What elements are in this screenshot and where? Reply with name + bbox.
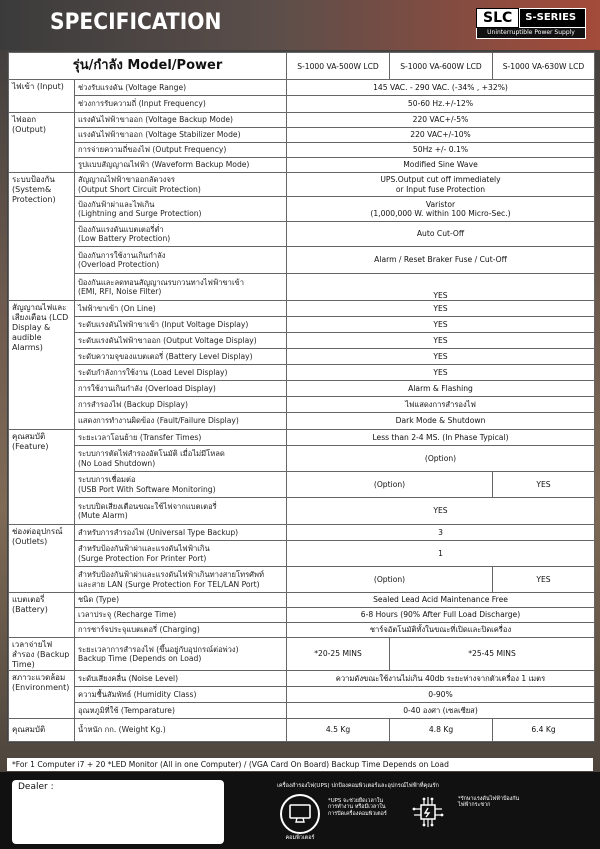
circuit-chip-icon (404, 794, 452, 830)
table-row (9, 671, 595, 687)
param-value: 0-40 องศา (เซลเซียส) (287, 703, 595, 719)
param-label: การสำรองไฟ (Backup Display) (75, 397, 287, 413)
computer-icon-label: คอมพิวเตอร์ (285, 835, 315, 841)
computer-icon-circle (280, 794, 320, 834)
table-row (9, 80, 595, 96)
param-value: YES (287, 301, 595, 317)
table-row (9, 525, 595, 541)
table-row (9, 333, 595, 349)
table-row (9, 247, 595, 274)
param-label: น้ำหนัก กก. (Weight Kg.) (75, 719, 287, 742)
param-value: *25-45 MINS (390, 638, 595, 671)
param-label: ช่วงรับแรงดัน (Voltage Range) (75, 80, 287, 96)
dealer-label: Dealer : (18, 782, 54, 792)
param-label: ป้องกันฟ้าผ่าและไฟเกิน (Lightning and Surge Protection) (75, 197, 287, 222)
category-output: ไฟออก (Output) (9, 113, 75, 173)
param-label: ระบบการตัดไฟสำรองอัตโนมัติ เมื่อไม่มีโหลด (No Load Shutdown) (75, 446, 287, 472)
param-value: 0-90% (287, 687, 595, 703)
param-value: Alarm & Flashing (287, 381, 595, 397)
table-row (9, 446, 595, 472)
category-feature: คุณสมบัติ (Feature) (9, 430, 75, 525)
param-label: ระบบการเชื่อมต่อ (USB Port With Software Monitoring) (75, 472, 287, 498)
model-col-2: S-1000 VA-600W LCD (390, 53, 493, 80)
brand-series: S-SERIES (519, 8, 586, 28)
param-label: แสดงการทำงานผิดข้อง (Fault/Failure Display) (75, 413, 287, 430)
table-row (9, 413, 595, 430)
category-environment: สภาวะแวดล้อม (Environment) (9, 671, 75, 719)
header-banner (0, 0, 600, 50)
category-protection: ระบบป้องกัน (System& Protection) (9, 173, 75, 301)
ups-note: *UPS จะช่วยยืดเวลาในการทำงาน หรือมีเวลาในการปิดเครื่องคอมพิวเตอร์ (328, 798, 387, 817)
param-label: อุณหภูมิที่ใช้ (Temparature) (75, 703, 287, 719)
param-value: Less than 2-4 MS. (In Phase Typical) (287, 430, 595, 446)
param-value: YES (287, 349, 595, 365)
param-label: สำหรับการสำรองไฟ (Universal Type Backup) (75, 525, 287, 541)
model-header: รุ่น/กำลัง Model/Power (9, 53, 287, 80)
param-value: (Option) (287, 567, 493, 593)
weight-value-1: 4.5 Kg (287, 719, 390, 742)
surge-note: *รักษาแรงดันไฟฟ้าป้องกันไฟฟ้ากระชาก (458, 796, 520, 809)
table-row (9, 349, 595, 365)
brand-tagline: Uninterruptible Power Supply (476, 28, 586, 39)
param-value: 50Hz +/- 0.1% (287, 143, 595, 158)
param-value: (Option) (287, 446, 595, 472)
param-label: รูปแบบสัญญาณไฟฟ้า (Waveform Backup Mode) (75, 158, 287, 173)
table-row (9, 719, 595, 742)
param-value: 1 (287, 541, 595, 567)
table-row (9, 143, 595, 158)
param-label: การใช้งานเกินกำลัง (Overload Display) (75, 381, 287, 397)
param-label: สำหรับป้องกันฟ้าผ่าและแรงดันไฟฟ้าเกินทางสายโทรศัพท์ และสาย LAN (Surge Protection For TEL/LAN Port) (75, 567, 287, 593)
model-col-3: S-1000 VA-630W LCD (493, 53, 595, 80)
param-value: YES (287, 333, 595, 349)
table-row (9, 687, 595, 703)
param-value: (Option) (287, 472, 493, 498)
table-row (9, 222, 595, 247)
category-battery: แบตเตอรี่ (Battery) (9, 593, 75, 638)
spec-table (8, 52, 595, 742)
computer-icon (276, 794, 324, 842)
param-value: YES (493, 567, 595, 593)
param-value: 220 VAC+/-10% (287, 128, 595, 143)
weight-value-3: 6.4 Kg (493, 719, 595, 742)
category-outlets: ช่องต่ออุปกรณ์ (Outlets) (9, 525, 75, 593)
param-value: 3 (287, 525, 595, 541)
category-display: สัญญาณไฟและเสียงเตือน (LCD Display & audible Alarms) (9, 301, 75, 430)
table-row (9, 703, 595, 719)
table-row (9, 96, 595, 113)
param-label: ระดับความจุของแบตเตอรี่ (Battery Level Display) (75, 349, 287, 365)
param-label: ระดับแรงดันไฟฟ้าขาออก (Output Voltage Display) (75, 333, 287, 349)
param-value: 6-8 Hours (90% After Full Load Discharge) (287, 608, 595, 623)
param-label: ป้องกันและลดทอนสัญญาณรบกวนทางไฟฟ้าขาเข้า (EMI, RFI, Noise Filter) (75, 274, 287, 301)
param-label: การจ่ายความถี่ของไฟ (Output Frequency) (75, 143, 287, 158)
param-label: ไฟฟ้าขาเข้า (On Line) (75, 301, 287, 317)
brand-logo (476, 8, 586, 39)
param-label: ป้องกันการใช้งานเกินกำลัง (Overload Protection) (75, 247, 287, 274)
param-label: ความชื้นสัมพัทธ์ (Humidity Class) (75, 687, 287, 703)
param-label: ระดับเสียงคลื่น (Noise Level) (75, 671, 287, 687)
table-row (9, 317, 595, 333)
table-row (9, 397, 595, 413)
weight-value-2: 4.8 Kg (390, 719, 493, 742)
footer-caption: เครื่องสำรองไฟ(UPS) ปกป้องคอมพิวเตอร์และอุปกรณ์ไฟฟ้าที่คุณรัก (277, 783, 439, 789)
table-row (9, 158, 595, 173)
table-row (9, 567, 595, 593)
param-label: ชนิด (Type) (75, 593, 287, 608)
table-row (9, 472, 595, 498)
param-label: สัญญาณไฟฟ้าขาออกลัดวงจร (Output Short Circuit Protection) (75, 173, 287, 197)
param-value: Modified Sine Wave (287, 158, 595, 173)
model-col-1: S-1000 VA-500W LCD (287, 53, 390, 80)
param-value: 50-60 Hz.+/-12% (287, 96, 595, 113)
table-row (9, 274, 595, 301)
table-row (9, 197, 595, 222)
param-label: แรงดันไฟฟ้าขาออก (Voltage Stabilizer Mode) (75, 128, 287, 143)
table-row (9, 498, 595, 525)
param-value: YES (287, 365, 595, 381)
category-weight: คุณสมบัติ (9, 719, 75, 742)
param-label: ระบบปิดเสียงเตือนขณะใช้ไฟจากแบตเตอรี่ (Mute Alarm) (75, 498, 287, 525)
param-label: การชาร์จประจุแบตเตอรี่ (Charging) (75, 623, 287, 638)
dealer-box (12, 780, 224, 844)
param-label: ระดับกำลังการใช้งาน (Load Level Display) (75, 365, 287, 381)
param-value: 220 VAC+/-5% (287, 113, 595, 128)
table-row (9, 623, 595, 638)
table-row (9, 381, 595, 397)
param-label: ระดับแรงดันไฟฟ้าขาเข้า (Input Voltage Display) (75, 317, 287, 333)
table-row (9, 593, 595, 608)
param-value: Varistor (1,000,000 W. within 100 Micro-Sec.) (287, 197, 595, 222)
param-value: ไฟแสดงการสำรองไฟ (287, 397, 595, 413)
param-value: YES (287, 498, 595, 525)
param-value: YES (287, 274, 595, 301)
param-label: เวลาประจุ (Recharge Time) (75, 608, 287, 623)
table-row (9, 113, 595, 128)
table-row (9, 430, 595, 446)
param-value: 145 VAC. - 290 VAC. (-34% , +32%) (287, 80, 595, 96)
table-row (9, 638, 595, 671)
param-label: แรงดันไฟฟ้าขาออก (Voltage Backup Mode) (75, 113, 287, 128)
category-input: ไฟเข้า (Input) (9, 80, 75, 113)
param-label: ช่วงการรับความถี่ (Input Frequency) (75, 96, 287, 113)
param-value: YES (287, 317, 595, 333)
footer-band (0, 772, 600, 849)
spec-table-container (7, 51, 595, 743)
param-value: ความดังขณะใช้งานไม่เกิน 40db ระยะห่างจากตัวเครื่อง 1 เมตร (287, 671, 595, 687)
param-value: Auto Cut-Off (287, 222, 595, 247)
page-title: SPECIFICATION (50, 10, 222, 35)
table-row (9, 541, 595, 567)
param-value: Sealed Lead Acid Maintenance Free (287, 593, 595, 608)
table-header-row (9, 53, 595, 80)
param-value: Dark Mode & Shutdown (287, 413, 595, 430)
table-row (9, 128, 595, 143)
table-row (9, 173, 595, 197)
table-row (9, 608, 595, 623)
param-label: สำหรับป้องกันฟ้าผ่าและแรงดันไฟฟ้าเกิน (Surge Protection For Printer Port) (75, 541, 287, 567)
param-label: ระยะเวลาโอนย้าย (Transfer Times) (75, 430, 287, 446)
table-row (9, 301, 595, 317)
param-label: ป้องกันแรงดันแบตเตอรี่ต่ำ (Low Battery Protection) (75, 222, 287, 247)
param-value: ชาร์จอัตโนมัติทั้งในขณะที่เปิดและปิดเครื่อง (287, 623, 595, 638)
param-value: *20-25 MINS (287, 638, 390, 671)
param-value: Alarm / Reset Braker Fuse / Cut-Off (287, 247, 595, 274)
param-label: ระยะเวลาการสำรองไฟ (ขึ้นอยู่กับอุปกรณ์ต่อพ่วง) Backup Time (Depends on Load) (75, 638, 287, 671)
category-backup-time: เวลาจ่ายไฟสำรอง (Backup Time) (9, 638, 75, 671)
param-value: UPS.Output cut off immediately or Input fuse Protection (287, 173, 595, 197)
table-row (9, 365, 595, 381)
footnote: *For 1 Computer i7 + 20 *LED Monitor (All in one Computer) / (VGA Card On Board) Backup Time Depends on Load (7, 758, 593, 771)
brand-name: SLC (476, 8, 519, 28)
param-value: YES (493, 472, 595, 498)
